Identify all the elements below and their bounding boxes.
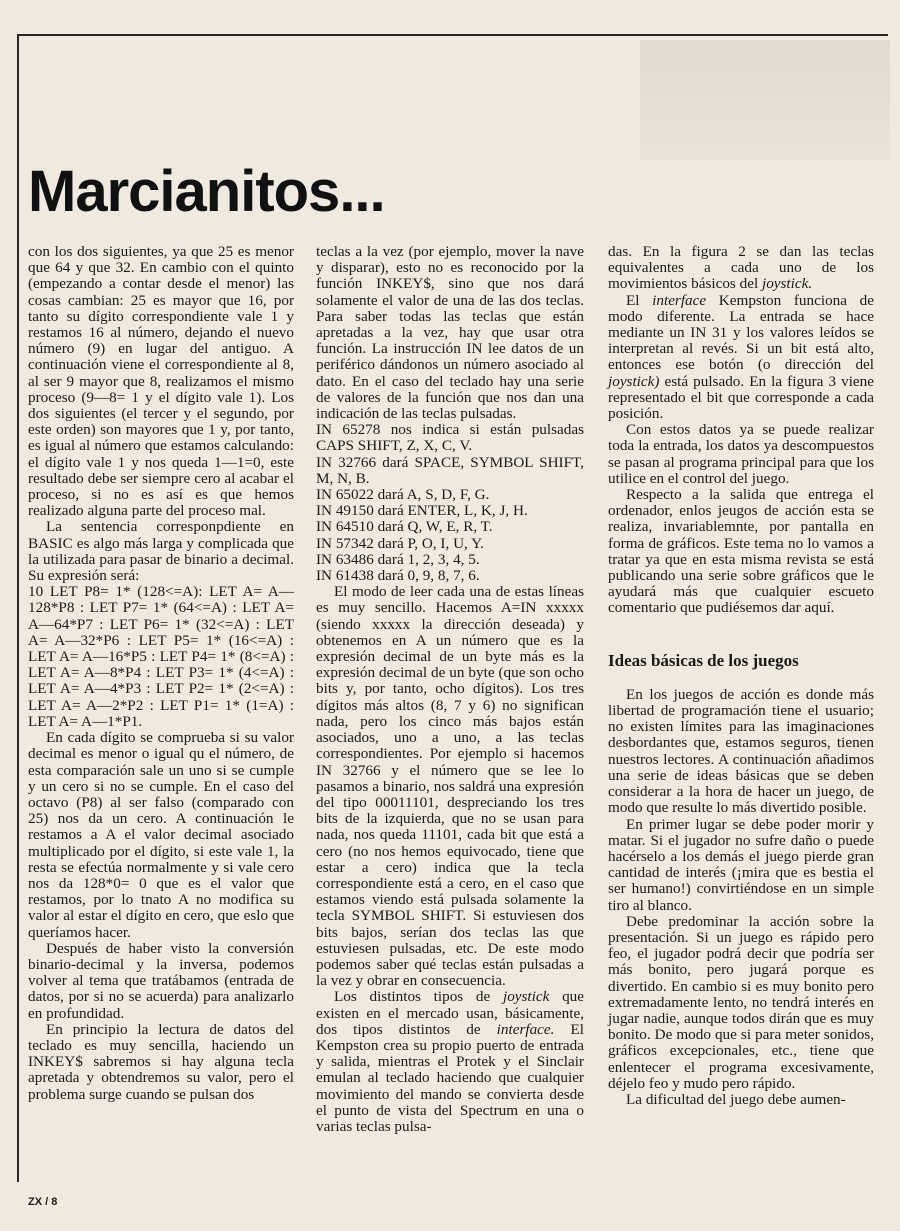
paragraph: En los juegos de acción es donde más libertad de programación tiene el usuario; no existen límites para las imaginaciones desbordantes que, estamos seguros, tienen nuestros lectores. A continuación añadimos una serie de ideas básicas que se deben considerar a la hora de hacer un juego, de modo que resulte lo más divertido posible. <box>608 685 874 817</box>
paragraph: En primer lugar se debe poder morir y matar. Si el jugador no sufre daño o puede hacérselo a los demás el juego pierde gran cantidad de interés (¡mira que es bestia el ser humano!) convirtiéndose en un simple tiro al blanco. <box>608 815 874 914</box>
in-line: IN 32766 dará SPACE, SYMBOL SHIFT, M, N, B. <box>316 453 584 487</box>
emphasis: joystick. <box>761 275 813 293</box>
text: Kempston funciona de modo diferente. La entrada se hace mediante un IN 31 y los valores leídos se interpretan al revés. Si un bit está alto, entonces ese botón (o dirección del <box>608 291 874 374</box>
top-rule <box>18 34 888 36</box>
basic-code: 10 LET P8= 1* (128<=A): LET A= A—128*P8 : LET P7= 1* (64<=A) : LET A= A—64*P7 : LET P6= 1* (32<=A) : LET A= A—32*P6 : LET P5= 1* (16<=A) : LET A= A—16*P5 : LET P4= 1* (8<=A) : LET A= A—8*P4 : LET P3= 1* (4<=A) : LET A= A—4*P3 : LET P2= 1* (2<=A) : LET A= A—2*P2 : LET P1= 1* (1=A) : LET A= A—1*P1. <box>28 583 294 730</box>
paragraph: El modo de leer cada una de estas líneas es muy sencillo. Hacemos A=IN xxxxx (siendo xxxxx la dirección deseada) y obtenemos en A un número que es la expresión decimal de un byte más es la expresión decimal de un byte (que son ocho bits y, por tanto, ocho dígitos). Los tres dígitos más altos (8, 7 y 6) no significan nada, pero los cinco más bajos están asociados, uno a uno, a las teclas correspondientes. Por ejemplo si hacemos IN 32766 y el número que se lee lo pasamos a binario, nos saldrá una expresión del tipo 00011101, despreciando los tres bits de la izquierda, que no se usan para nada, nos queda 11101, cada bit que está a cero (no nos hemos equivocado, tiene que estar a cero) indica que la tecla correspondiente está a cero, en el caso que estamos viendo está pulsada solamente la tecla SYMBOL SHIFT. Si estuviesen dos bits bajos, serían dos teclas las que estuviesen pulsadas, etc. De este modo podemos saber qué teclas están pulsadas a la vez y obrar en consecuencia. <box>316 583 584 990</box>
paragraph <box>608 293 874 423</box>
in-line: IN 64510 dará Q, W, E, R, T. <box>316 518 493 536</box>
in-line: IN 63486 dará 1, 2, 3, 4, 5. <box>316 550 480 568</box>
header-illustration <box>640 40 890 160</box>
left-rule <box>17 34 19 1182</box>
page-footer: ZX / 8 <box>28 1196 58 1208</box>
paragraph: teclas a la vez (por ejemplo, mover la nave y disparar), esto no es reconocido por la función INKEY$, sino que nos dará solamente el valor de una de las dos teclas. Para saber todas las teclas que están apretadas a la vez, hay que usar otra función. La instrucción IN lee datos de un periférico dándonos un número asociado al dato. En el caso del teclado hay una serie de valores de la función que nos dan una indicación de las teclas pulsadas. <box>316 243 584 423</box>
emphasis: interface. <box>496 1020 555 1038</box>
emphasis: joystick) <box>608 372 660 390</box>
paragraph: La sentencia corresponpdiente en BASIC es algo más larga y complicada que la utilizada para pasar de binario a decimal. Su expresión será: <box>28 518 294 585</box>
paragraph <box>608 244 874 293</box>
paragraph: Con estos datos ya se puede realizar toda la entrada, los datos ya descompuestos se pasan al programa principal para que los utilice en el control del juego. <box>608 421 874 487</box>
paragraph: Debe predominar la acción sobre la presentación. Si un juego es rápido pero feo, el jugador podrá decir que podría ser más bonito, pero jugará porque es divertido. En cambio si es muy bonito pero extremadamente lento, no tendrá interés en jugar nadie, aunque todos dirán que es muy bonito. De modo que si para meter sonidos, gráficos excepcionales, etc., tiene que enlentecer el programa excesivamente, déjelo feo y mudo pero rápido. <box>608 912 874 1092</box>
column-1 <box>28 244 294 1103</box>
text: El Kempston crea su propio puerto de entrada y salida, mientras el Protek y el Sinclair emulan al teclado haciendo que cualquier movimiento del mando se convierta desde el punto de vista del Spectrum en una o varias teclas pulsa- <box>316 1020 585 1135</box>
text: das. En la figura 2 se dan las teclas equivalentes a cada uno de los movimientos básicos del <box>608 243 874 293</box>
emphasis: interface <box>652 291 707 309</box>
paragraph: La dificultad del juego debe aumen- <box>626 1090 846 1108</box>
in-line: IN 65278 nos indica si están pulsadas CAPS SHIFT, Z, X, C, V. <box>316 421 584 455</box>
in-line: IN 61438 dará 0, 9, 8, 7, 6. <box>316 567 480 585</box>
headline: Marcianitos... <box>28 159 385 224</box>
text: que existen en el mercado usan, básicamente, dos tipos distintos de <box>316 988 584 1038</box>
text: El <box>626 291 653 309</box>
paragraph: En principio la lectura de datos del teclado es muy sencilla, haciendo un INKEY$ sabremos si hay alguna tecla apretada y obtendremos su valor, pero el problema surge cuando se pulsan dos <box>28 1020 294 1103</box>
emphasis: joystick <box>502 988 550 1006</box>
in-line: IN 65022 dará A, S, D, F, G. <box>316 486 490 504</box>
paragraph: con los dos siguientes, ya que 25 es menor que 64 y que 32. En cambio con el quinto (empezando a contar desde el menor) las cosas cambian: 25 es mayor que 16, por tanto su dígito correspondiente vale 1 y restamos 16 al número, dejando el nuevo número (9) en lugar del antiguo. A continuación viene el correspondiente al 8, al ser 9 mayor que 8, realizamos el mismo proceso (9—8= 1 y el dígito vale 1). Los dos siguientes (el tercer y el segundo, por este orden) son mayores que 1 y, por tanto, es igual al número que estamos calculando: el dígito vale 1 y nos queda 1—1=0, este resultado debe ser siempre cero al acabar el proceso, si no es así es que hemos realizado alguna parte del proceso mal. <box>28 243 294 520</box>
column-2 <box>316 244 584 1135</box>
in-line: IN 57342 dará P, O, I, U, Y. <box>316 534 484 552</box>
text: Los distintos tipos de <box>334 988 503 1006</box>
column-3 <box>608 244 874 1108</box>
paragraph <box>316 989 584 1135</box>
in-line: IN 49150 dará ENTER, L, K, J, H. <box>316 502 528 520</box>
paragraph: Respecto a la salida que entrega el ordenador, enlos jeugos de acción esta se realiza, invariablemnte, por pantalla en forma de gráficos. Este tema no lo vamos a tratar ya que en esta misma revista se está publicando una serie sobre gráficos que le ayudará más que cualquier escueto comentario que pudiésemos dar aquí. <box>608 486 874 617</box>
paragraph: Después de haber visto la conversión binario-decimal y la inversa, podemos volver al tema que tratábamos (entrada de datos, por si no se acuerda) para analizarlo en profundidad. <box>28 939 294 1022</box>
paragraph: En cada dígito se comprueba si su valor decimal es menor o igual qu el número, de esta comparación sale un uno si se cumple y un cero si no se cumple. En el caso del octavo (P8) al ser falso (comparado con 25) nos da un cero. A continuación le restamos a A el valor decimal asociado multiplicado por el dígito, si este vale 1, la resta se efectúa normalmente y si vale cero nos da 128*0= 0 que es el valor que restamos, por lo tnato A no modifica su valor al estar el dígito en cero, que eslo que queríamos hacer. <box>28 729 294 941</box>
section-heading: Ideas básicas de los juegos <box>608 650 799 670</box>
text: está pulsado. En la figura 3 viene representado el bit que corresponde a cada posición. <box>608 372 874 423</box>
